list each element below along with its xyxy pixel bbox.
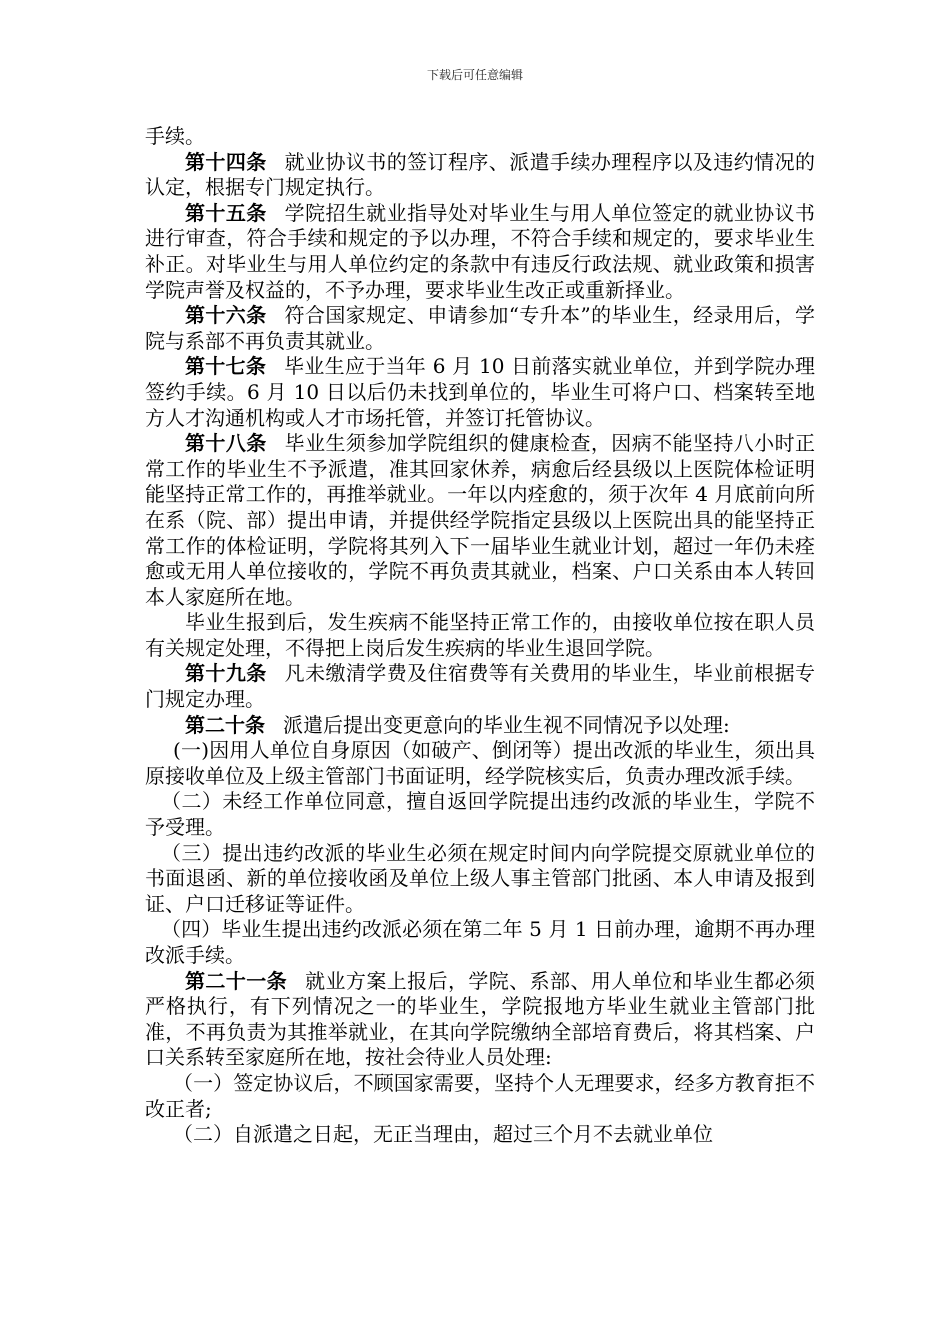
paragraph xyxy=(145,150,815,201)
article-number: 第二十一条 xyxy=(185,968,288,993)
paragraph-text: （二）未经工作单位同意，擅自返回学院提出违约改派的毕业生，学院不予受理。 xyxy=(145,789,815,840)
paragraph-text: 就业方案上报后，学院、系部、用人单位和毕业生都必须严格执行，有下列情况之一的毕业生，学院报地方毕业生就业主管部门批准，不再负责为其推举就业，在其向学院缴纳全部培育费后，将其档案、户口关系转至家庭所在地，按社会待业人员处理: xyxy=(145,968,816,1070)
paragraph-text: 毕业生应于当年 6 月 10 日前落实就业单位，并到学院办理签约手续。6 月 10 日以后仍未找到单位的，毕业生可将户口、档案转至地方人才沟通机构或人才市场托管，并签订托管协议。 xyxy=(145,354,816,430)
paragraph xyxy=(145,1122,815,1148)
article-number: 第十五条 xyxy=(185,200,267,225)
article-number: 第十四条 xyxy=(185,149,267,174)
paragraph xyxy=(145,354,815,431)
page-header: 下载后可任意编辑 xyxy=(426,68,523,82)
paragraph xyxy=(145,969,815,1071)
article-number: 第十八条 xyxy=(185,431,267,456)
paragraph xyxy=(145,303,815,354)
paragraph-text: （二）自派遣之日起，无正当理由，超过三个月不去就业单位 xyxy=(173,1122,713,1147)
paragraph xyxy=(145,124,815,150)
paragraph xyxy=(145,201,815,303)
paragraph-text: 毕业生须参加学院组织的健康检查，因病不能坚持八小时正常工作的毕业生不予派遣，准其回家休养，病愈后经县级以上医院体检证明能坚持正常工作的，再推举就业。一年以内痊愈的，须于次年 4 月底前向所在系（院、部）提出申请，并提供经学院指定县级以上医院出具的能坚持正常工作的体检证明，学院将其列入下一届毕业生就业计划，超过一年仍未痊愈或无用人单位接收的，学院不再负责其就业，档案、户口关系由本人转回本人家庭所在地。 xyxy=(145,431,816,609)
paragraph xyxy=(145,610,815,661)
paragraph-text: （三）提出违约改派的毕业生必须在规定时间内向学院提交原就业单位的书面退函、新的单位接收函及单位上级人事主管部门批函、本人申请及报到证、户口迁移证等证件。 xyxy=(145,840,815,916)
article-number: 第十九条 xyxy=(185,661,267,686)
paragraph-text: 符合国家规定、申请参加“专升本”的毕业生，经录用后，学院与系部不再负责其就业。 xyxy=(145,303,816,353)
document-body xyxy=(145,124,815,1148)
paragraph-text: (一)因用人单位自身原因（如破产、倒闭等）提出改派的毕业生，须出具原接收单位及上级主管部门书面证明，经学院核实后，负责办理改派手续。 xyxy=(145,738,815,788)
paragraph-text: 学院招生就业指导处对毕业生与用人单位签定的就业协议书进行审查，符合手续和规定的予以办理，不符合手续和规定的，要求毕业生补正。对毕业生与用人单位约定的条款中有违反行政法规、就业政策和损害学院声誉及权益的，不予办理，要求毕业生改正或重新择业。 xyxy=(145,200,816,302)
paragraph xyxy=(145,1071,815,1122)
paragraph-text: （四）毕业生提出违约改派必须在第二年 5 月 1 日前办理，逾期不再办理改派手续。 xyxy=(145,917,815,967)
paragraph-text: 派遣后提出变更意向的毕业生视不同情况予以处理: xyxy=(283,712,730,737)
paragraph-text: 毕业生报到后，发生疾病不能坚持正常工作的，由接收单位按在职人员有关规定处理，不得把上岗后发生疾病的毕业生退回学院。 xyxy=(145,610,815,660)
paragraph-text: 凡未缴清学费及住宿费等有关费用的毕业生，毕业前根据专门规定办理。 xyxy=(145,661,816,712)
paragraph xyxy=(145,841,815,918)
paragraph xyxy=(145,789,815,840)
paragraph-text: 就业协议书的签订程序、派遣手续办理程序以及违约情况的认定，根据专门规定执行。 xyxy=(145,149,816,200)
paragraph xyxy=(145,917,815,968)
article-number: 第十六条 xyxy=(185,303,267,328)
paragraph xyxy=(145,713,815,739)
paragraph-text: （一）签定协议后，不顾国家需要，坚持个人无理要求，经多方教育拒不改正者; xyxy=(145,1070,815,1121)
paragraph-text: 手续。 xyxy=(145,124,205,148)
paragraph xyxy=(145,738,815,789)
article-number: 第二十条 xyxy=(185,712,265,737)
paragraph xyxy=(145,431,815,610)
article-number: 第十七条 xyxy=(185,354,267,379)
paragraph xyxy=(145,661,815,712)
